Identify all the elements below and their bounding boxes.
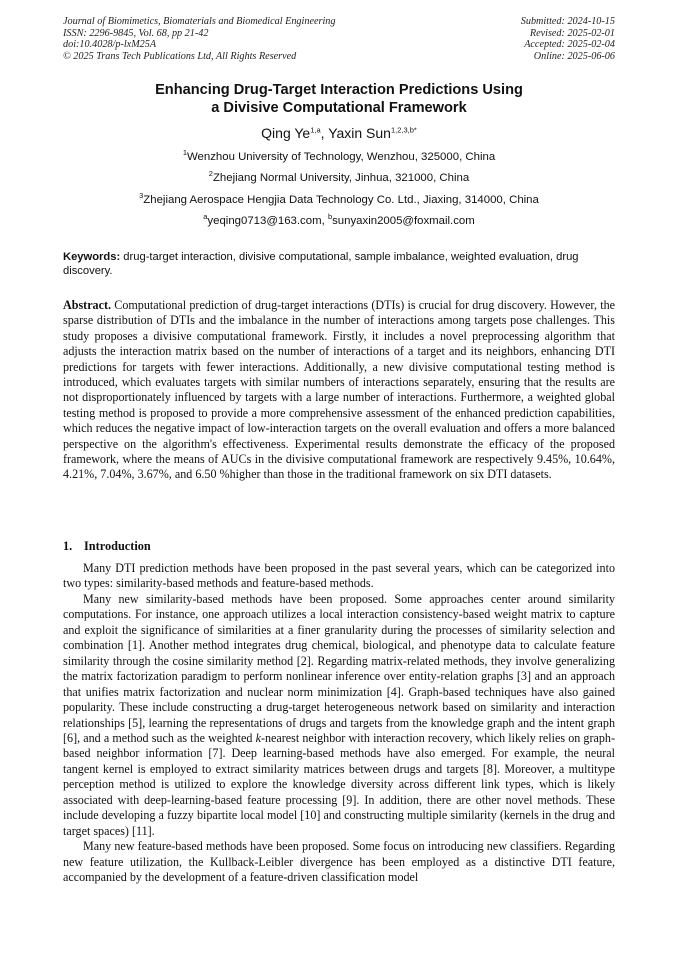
- author-separator: ,: [320, 125, 329, 141]
- abstract-label: Abstract.: [63, 298, 112, 312]
- journal-doi: doi:10.4028/p-lxM25A: [63, 39, 157, 51]
- affiliation-1-marker: 1: [182, 148, 187, 158]
- affiliation-2-text: Zhejiang Normal University, Jinhua, 321000, China: [212, 172, 470, 184]
- date-online: Online: 2025-06-06: [533, 50, 615, 62]
- author-2-affil-marker: 1,2,3,b*: [390, 125, 417, 135]
- author-emails: [60, 214, 618, 228]
- title-line-2: a Divisive Computational Framework: [211, 100, 467, 116]
- journal-header-right: [521, 16, 615, 62]
- abstract-text: Computational prediction of drug-target interactions (DTIs) is crucial for drug discovery. However, the sparse distribution of DTIs and the imbalance in the number of interactions among targets pose challenges. This study proposes a divisive computational framework. Firstly, it includes a novel preprocessing algorithm that adjusts the interaction matrix based on the number of interactions of a target and its neighbors, enhancing DTI predictions for targets with fewer interactions. Additionally, a new divisive computational testing method is introduced, which evaluates targets with similar numbers of interactions separately, ensuring that the results are not disproportionately influenced by targets with a large number of interactions. Furthermore, a weighted global testing method is proposed to provide a more comprehensive assessment of the enhanced prediction capabilities, which reduces the negative impact of low-interaction targets on the overall evaluation and offers a more balanced perspective on the algorithm's effectiveness. Experimental results demonstrate the efficacy of the proposed framework, where the means of AUCs in the divisive computational framework are respectively 9.45%, 10.64%, 4.21%, 7.04%, 3.67%, and 6.50 %higher than those in the traditional framework on six DTI datasets.: [63, 298, 615, 482]
- keywords-label: Keywords:: [63, 251, 121, 263]
- section-number: 1.: [63, 539, 73, 553]
- introduction-body: [63, 561, 615, 886]
- affiliation-3-text: Zhejiang Aerospace Hengjia Data Technology Co. Ltd., Jiaxing, 314000, China: [143, 194, 539, 206]
- email-a-marker: a: [203, 212, 208, 222]
- affiliation-2: [60, 171, 618, 185]
- email-a[interactable]: yeqing0713@163.com: [207, 215, 322, 227]
- email-separator: ,: [321, 215, 328, 227]
- author-list: [60, 124, 618, 142]
- author-2-name: Yaxin Sun: [328, 125, 391, 141]
- intro-paragraph-2-part-1: Many new similarity-based methods have been proposed. Some approaches center around similarity computations. For instance, one approach utilizes a local interaction consistency-based weight matrix to capture and exploit the significance of similarities at a finer granularity during the processes of similarity selection and combination [1]. Another method integrates drug chemical, biological, and phenotype data to calculate feature similarity through the cosine similarity method [2]. Regarding matrix-related methods, they involve generalizing the matrix factorization paradigm to perform nonlinear inference over entity-relation graphs [3] and an approach that unifies matrix factorization and nuclear norm minimization [4]. Graph-based techniques have also gained popularity. These include constructing a drug-target heterogeneous network based on similarity and interaction relationships [5], learning the representations of drugs and targets from the knowledge graph and the intent graph [6], and a method such as the weighted: [63, 591, 615, 745]
- title-line-1: Enhancing Drug-Target Interaction Predictions Using: [155, 82, 523, 98]
- keywords: [63, 250, 615, 278]
- email-b[interactable]: sunyaxin2005@foxmail.com: [332, 215, 475, 227]
- intro-paragraph-2-k: k: [255, 730, 261, 745]
- date-submitted: Submitted: 2024-10-15: [520, 16, 615, 27]
- author-1-name: Qing Ye: [261, 125, 311, 141]
- intro-paragraph-2: [63, 592, 615, 839]
- intro-paragraph-1: Many DTI prediction methods have been proposed in the past several years, which can be categorized into two types: similarity-based methods and feature-based methods.: [63, 561, 615, 591]
- section-title: Introduction: [84, 539, 151, 553]
- affiliation-2-marker: 2: [208, 169, 213, 179]
- journal-copyright: © 2025 Trans Tech Publications Ltd, All Rights Reserved: [63, 50, 297, 62]
- date-revised: Revised: 2025-02-01: [529, 27, 615, 39]
- keywords-text: drug-target interaction, divisive computational, sample imbalance, weighted evaluation, drug discovery.: [63, 251, 579, 277]
- date-accepted: Accepted: 2025-02-04: [524, 39, 615, 51]
- affiliation-1-text: Wenzhou University of Technology, Wenzhou, 325000, China: [187, 151, 496, 163]
- intro-paragraph-3: Many new feature-based methods have been proposed. Some focus on introducing new classifiers. Regarding new feature utilization, the Kullback-Leibler divergence has been employed as a distinctive DTI feature, accompanied by the development of a feature-driven classification model: [63, 839, 615, 885]
- affiliation-3-marker: 3: [139, 191, 144, 201]
- section-heading-introduction: [63, 539, 151, 554]
- intro-paragraph-2-part-2: -nearest neighbor with interaction recovery, which likely relies on graph-based neighbor information [7]. Deep learning-based methods have also emerged. For example, the neural tangent kernel is employed to extract similarity matrices between drugs and targets [8]. Moreover, a multitype perception method is utilized to explore the knowledge diversity across different link types, which is likely associated with deep-learning-based feature processing [9]. In addition, there are other novel methods. These include developing a fuzzy bipartite local model [10] and constructing multiple similarity (kernels in the drug and target spaces) [11].: [63, 730, 615, 838]
- paper-title: [60, 81, 618, 117]
- journal-header-left: [63, 16, 335, 62]
- email-b-marker: b: [327, 212, 333, 222]
- abstract: [63, 298, 615, 483]
- journal-issn: ISSN: 2296-9845, Vol. 68, pp 21-42: [63, 27, 209, 39]
- affiliation-3: [60, 193, 618, 207]
- author-1-affil-marker: 1,a: [310, 125, 321, 135]
- journal-name: Journal of Biomimetics, Biomaterials and Biomedical Engineering: [63, 16, 336, 27]
- affiliation-1: [60, 150, 618, 164]
